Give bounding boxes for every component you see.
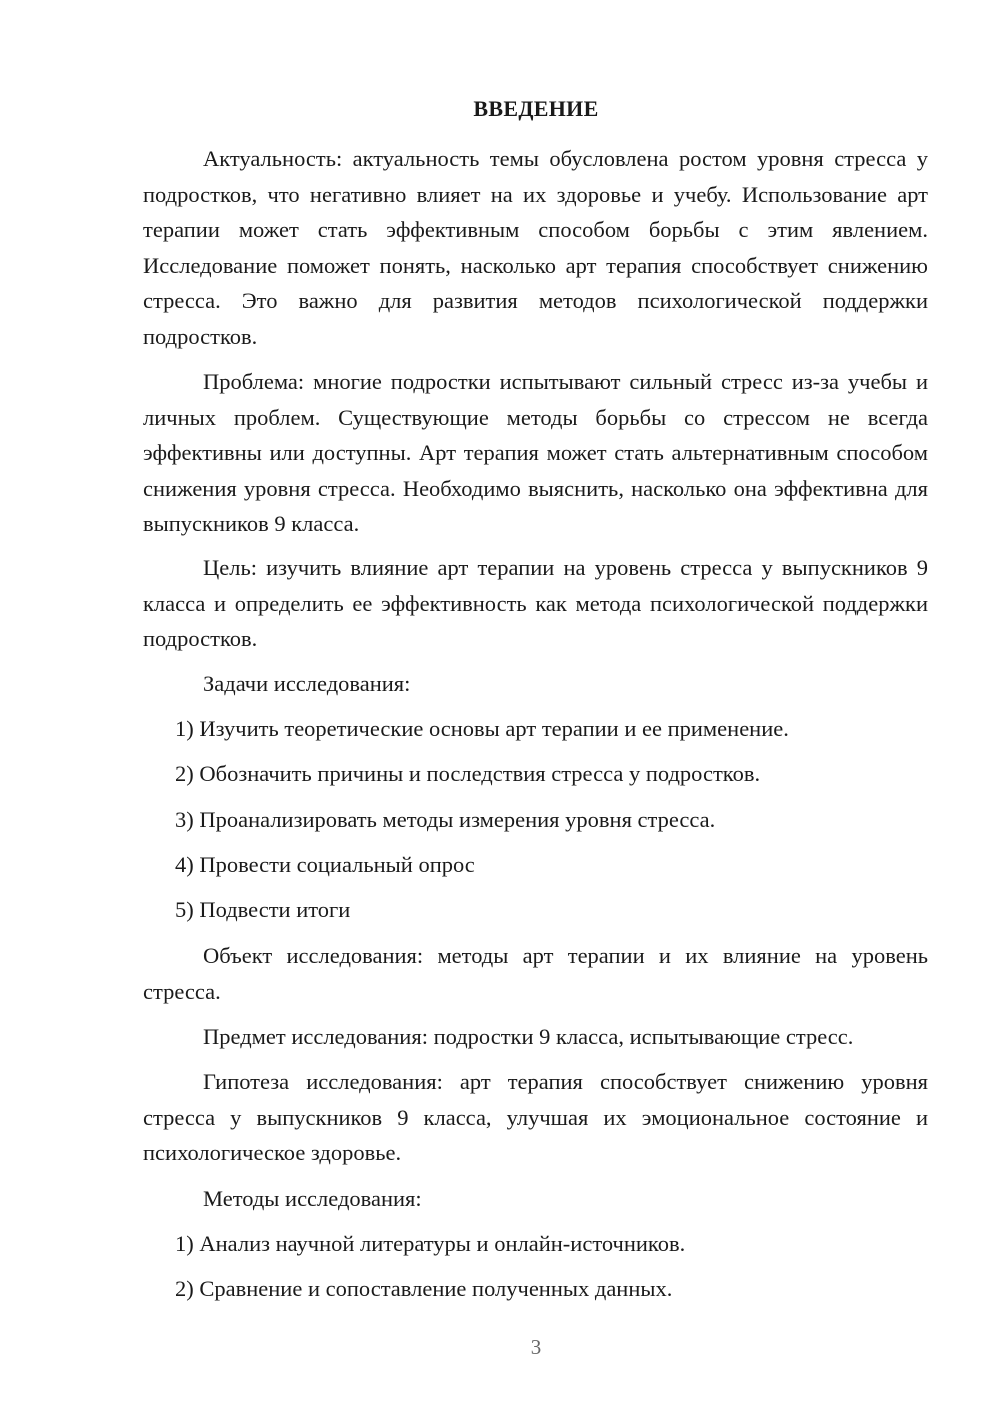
task-item: 4) Провести социальный опрос: [175, 852, 475, 877]
problem-paragraph: Проблема: многие подростки испытывают сильный стресс из-за учебы и личных проблем. Существующие методы борьбы со стрессом не всегда эффективны или доступны. Арт терапия может стать альтернативным способом снижения уровня стресса. Необходимо выяснить, насколько она эффективна для выпускников 9 класса.: [143, 369, 928, 536]
task-item: 5) Подвести итоги: [175, 897, 351, 922]
goal-paragraph: Цель: изучить влияние арт терапии на уровень стресса у выпускников 9 класса и определить ее эффективность как метода психологической поддержки подростков.: [143, 555, 928, 651]
object-paragraph: Объект исследования: методы арт терапии и их влияние на уровень стресса.: [143, 943, 928, 1004]
subject-paragraph: Предмет исследования: подростки 9 класса, испытывающие стресс.: [203, 1024, 854, 1049]
method-item: 2) Сравнение и сопоставление полученных данных.: [175, 1276, 673, 1301]
task-item: 2) Обозначить причины и последствия стресса у подростков.: [175, 761, 761, 786]
method-item: 1) Анализ научной литературы и онлайн-источников.: [175, 1231, 686, 1256]
task-item: 3) Проанализировать методы измерения уровня стресса.: [175, 807, 716, 832]
hypothesis-paragraph: Гипотеза исследования: арт терапия способствует снижению уровня стресса у выпускников 9 класса, улучшая их эмоциональное состояние и психологическое здоровье.: [143, 1069, 928, 1165]
page-number: 3: [530, 1335, 542, 1359]
relevance-paragraph: Актуальность: актуальность темы обусловлена ростом уровня стресса у подростков, что негативно влияет на их здоровье и учебу. Использование арт терапии может стать эффективным способом борьбы с этим явлением. Исследование поможет понять, насколько арт терапия способствует снижению стресса. Это важно для развития методов психологической поддержки подростков.: [143, 146, 928, 349]
tasks-label: Задачи исследования:: [203, 671, 411, 696]
page-title: ВВЕДЕНИЕ: [473, 96, 599, 121]
task-item: 1) Изучить теоретические основы арт терапии и ее применение.: [175, 716, 789, 741]
methods-label: Методы исследования:: [203, 1186, 422, 1211]
